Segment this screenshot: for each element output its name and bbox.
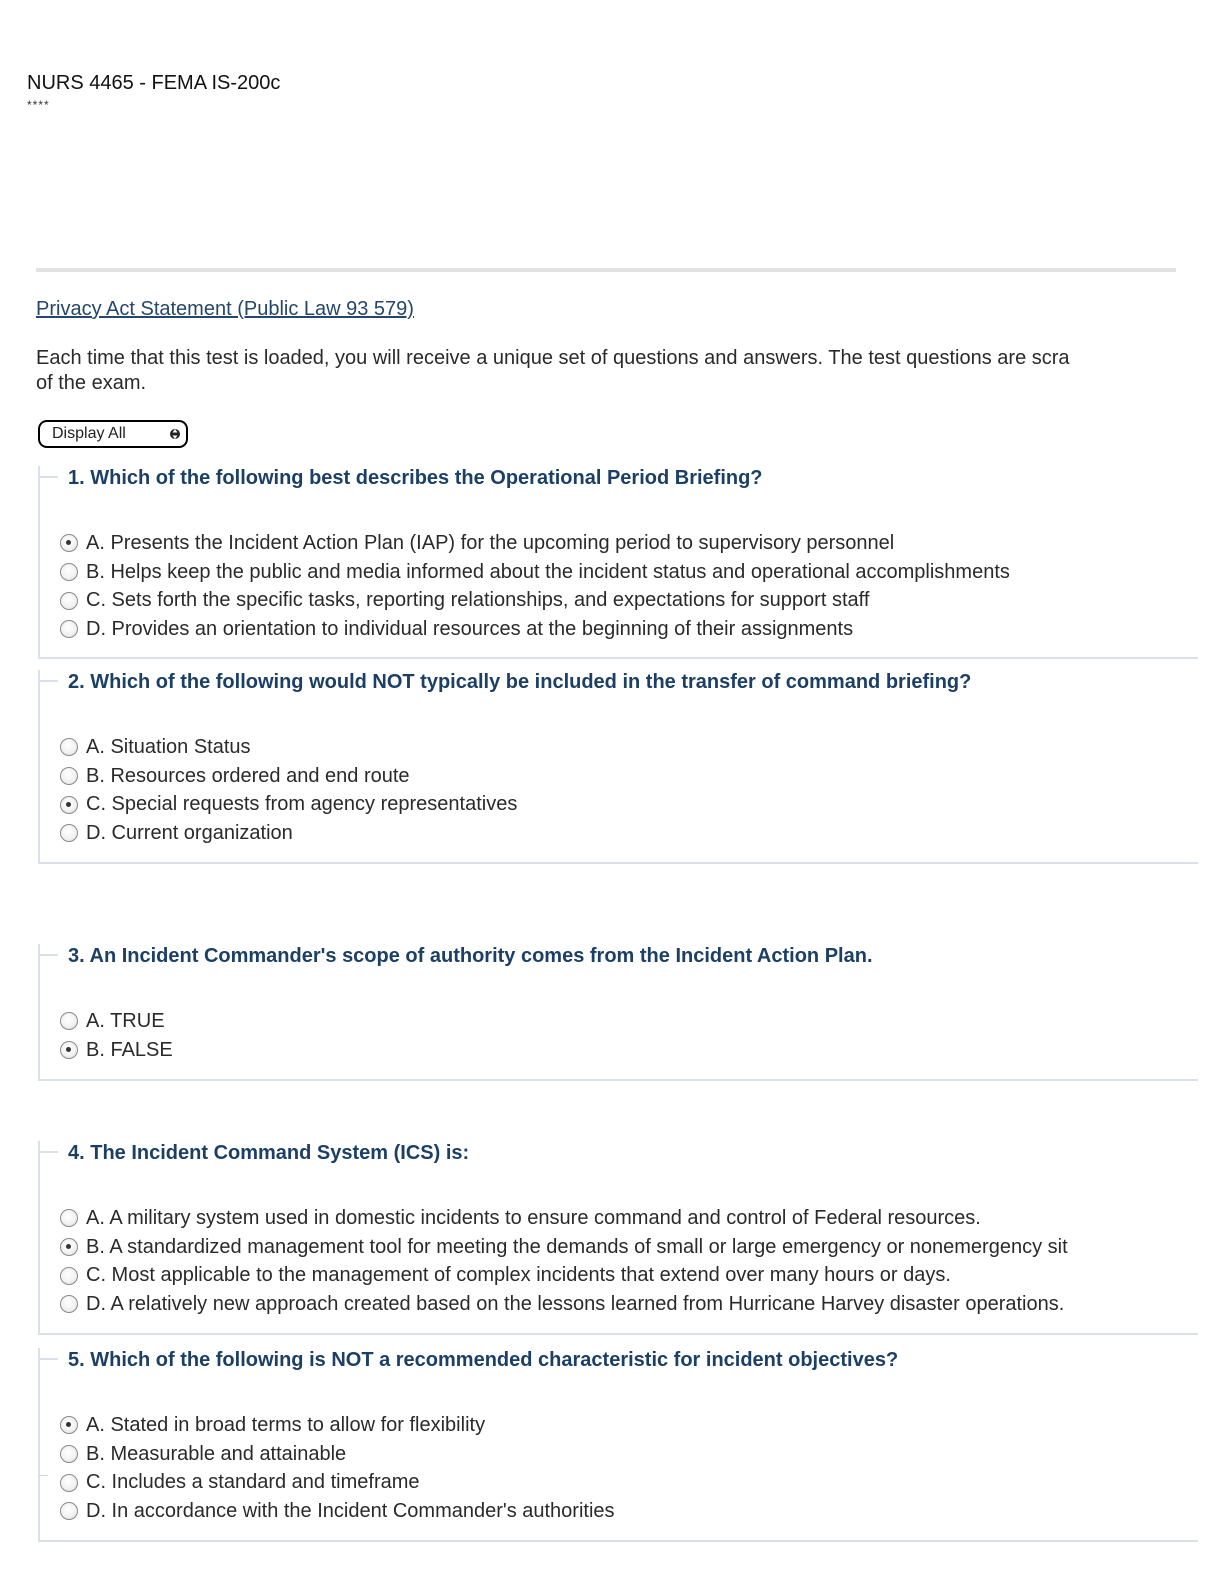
question-2 — [38, 670, 1198, 864]
display-mode-select[interactable] — [38, 420, 188, 448]
option-label: D. Current organization — [86, 821, 293, 844]
answer-option[interactable] — [60, 1440, 615, 1469]
radio-button-icon[interactable] — [60, 824, 78, 842]
option-label: B. A standardized management tool for meeting the demands of small or large emergency or nonemergency sit — [86, 1235, 1068, 1258]
answer-option[interactable] — [60, 558, 1010, 587]
intro-line-1: Each time that this test is loaded, you will receive a unique set of questions and answers. The test questions are scra — [36, 347, 1070, 369]
privacy-act-link[interactable]: Privacy Act Statement (Public Law 93 579) — [36, 298, 414, 320]
answer-option[interactable] — [60, 1261, 1068, 1290]
option-label: C. Includes a standard and timeframe — [86, 1471, 420, 1494]
radio-button-icon[interactable] — [60, 1012, 78, 1030]
answer-option[interactable] — [60, 1233, 1068, 1262]
question-4-options — [60, 1204, 1068, 1319]
course-title: NURS 4465 - FEMA IS-200c — [27, 72, 281, 94]
margin-tick — [38, 1475, 48, 1476]
answer-option[interactable] — [60, 762, 517, 791]
radio-button-icon[interactable] — [60, 620, 78, 638]
radio-button-icon[interactable] — [60, 1445, 78, 1463]
option-label: D. In accordance with the Incident Commander's authorities — [86, 1499, 615, 1522]
radio-button-icon[interactable] — [60, 1416, 78, 1434]
radio-button-icon[interactable] — [60, 534, 78, 552]
question-5 — [38, 1348, 1198, 1542]
option-label: B. Resources ordered and end route — [86, 764, 410, 787]
answer-option[interactable] — [60, 819, 517, 848]
option-label: B. FALSE — [86, 1038, 173, 1061]
radio-button-icon[interactable] — [60, 1474, 78, 1492]
answer-option[interactable] — [60, 733, 517, 762]
display-mode-value: Display All — [52, 425, 126, 442]
radio-button-icon[interactable] — [60, 738, 78, 756]
radio-button-icon[interactable] — [60, 1238, 78, 1256]
radio-button-icon[interactable] — [60, 1267, 78, 1285]
question-3-options — [60, 1007, 173, 1064]
radio-button-icon[interactable] — [60, 592, 78, 610]
radio-button-icon[interactable] — [60, 1209, 78, 1227]
radio-button-icon[interactable] — [60, 796, 78, 814]
answer-option[interactable] — [60, 586, 1010, 615]
option-label: C. Sets forth the specific tasks, reporting relationships, and expectations for support staff — [86, 589, 870, 612]
question-2-title: 2. Which of the following would NOT typically be included in the transfer of command briefing? — [68, 671, 972, 693]
display-mode-select-box — [40, 422, 186, 446]
answer-option[interactable] — [60, 790, 517, 819]
radio-button-icon[interactable] — [60, 1502, 78, 1520]
question-5-options — [60, 1411, 615, 1526]
option-label: D. A relatively new approach created based on the lessons learned from Hurricane Harvey disaster operations. — [86, 1292, 1065, 1315]
question-4 — [38, 1141, 1198, 1335]
option-label: D. Provides an orientation to individual resources at the beginning of their assignments — [86, 617, 854, 640]
question-1 — [38, 466, 1198, 659]
option-label: A. Stated in broad terms to allow for flexibility — [86, 1413, 486, 1436]
option-label: A. TRUE — [86, 1009, 165, 1032]
option-label: C. Most applicable to the management of complex incidents that extend over many hours or days. — [86, 1264, 951, 1287]
radio-button-icon[interactable] — [60, 1041, 78, 1059]
course-stars: **** — [27, 98, 50, 112]
question-3-title: 3. An Incident Commander's scope of authority comes from the Incident Action Plan. — [68, 945, 873, 967]
answer-option[interactable] — [60, 1468, 615, 1497]
intro-line-2: of the exam. — [36, 372, 147, 394]
top-divider — [36, 268, 1176, 272]
answer-option[interactable] — [60, 615, 1010, 644]
answer-option[interactable] — [60, 529, 1010, 558]
radio-button-icon[interactable] — [60, 563, 78, 581]
question-3 — [38, 944, 1198, 1081]
question-5-title: 5. Which of the following is NOT a recommended characteristic for incident objectives? — [68, 1349, 899, 1371]
intro-text — [36, 346, 1186, 396]
option-label: A. Situation Status — [86, 735, 251, 758]
option-label: A. A military system used in domestic incidents to ensure command and control of Federal resources. — [86, 1206, 981, 1229]
question-1-options — [60, 529, 1010, 644]
option-label: A. Presents the Incident Action Plan (IAP) for the upcoming period to supervisory personnel — [86, 531, 895, 554]
radio-button-icon[interactable] — [60, 767, 78, 785]
answer-option[interactable] — [60, 1204, 1068, 1233]
answer-option[interactable] — [60, 1036, 173, 1065]
answer-option[interactable] — [60, 1290, 1068, 1319]
select-arrows-icon — [170, 425, 180, 443]
option-label: B. Measurable and attainable — [86, 1442, 347, 1465]
radio-button-icon[interactable] — [60, 1295, 78, 1313]
option-label: C. Special requests from agency representatives — [86, 793, 518, 816]
question-4-title: 4. The Incident Command System (ICS) is: — [68, 1142, 470, 1164]
option-label: B. Helps keep the public and media informed about the incident status and operational accomplishments — [86, 560, 1010, 583]
answer-option[interactable] — [60, 1497, 615, 1526]
answer-option[interactable] — [60, 1007, 173, 1036]
question-1-title: 1. Which of the following best describes the Operational Period Briefing? — [68, 467, 763, 489]
question-2-options — [60, 733, 517, 848]
answer-option[interactable] — [60, 1411, 615, 1440]
